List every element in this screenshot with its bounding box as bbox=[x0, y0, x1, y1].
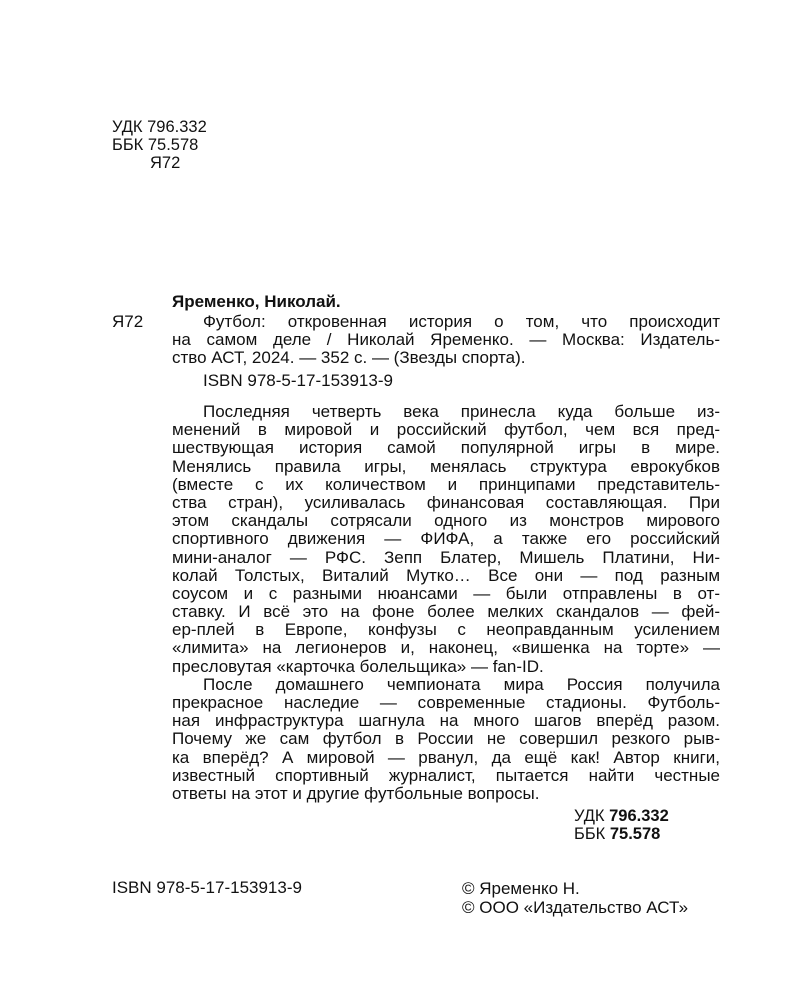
annotation-line: ер-плей в Европе, конфузы с неоправданным усилением bbox=[172, 620, 720, 640]
annotation-line: ответы на этот и другие футбольные вопросы. bbox=[172, 783, 540, 803]
annotation-line: ка вперёд? А мировой — рванул, да ещё как! Автор книги, bbox=[172, 747, 720, 767]
annotation bbox=[172, 403, 720, 803]
annotation-line: известный спортивный журналист, пытается найти честные bbox=[172, 765, 720, 785]
author-mark: Я72 bbox=[150, 154, 181, 172]
udk-code: УДК 796.332 bbox=[112, 118, 207, 136]
annotation-line: (вместе с их количеством и принципами представитель- bbox=[172, 474, 720, 494]
udk-value: 796.332 bbox=[609, 807, 669, 825]
annotation-line: шествующая история самой популярной игры в мире. bbox=[172, 438, 720, 458]
bbk-label: ББК bbox=[574, 825, 606, 843]
biblio-line: Футбол: откровенная история о том, что происходит bbox=[203, 312, 720, 331]
annotation-line: «лимита» на легионеров и, наконец, «вишенка на торте» — bbox=[172, 638, 720, 658]
annotation-line: Почему же сам футбол в России не совершил резкого рыв- bbox=[172, 729, 720, 749]
copyright-author: © Яременко Н. bbox=[462, 879, 580, 898]
footer-isbn: ISBN 978-5-17-153913-9 bbox=[112, 878, 302, 897]
bbk-value: 75.578 bbox=[609, 825, 661, 843]
udk-label: УДК bbox=[574, 807, 605, 825]
annotation-line: колай Толстых, Виталий Мутко… Все они — под разным bbox=[172, 565, 720, 585]
bibliographic-description bbox=[172, 313, 720, 368]
annotation-line: Последняя четверть века принесла куда больше из- bbox=[203, 402, 720, 421]
bbk-code: ББК 75.578 bbox=[112, 136, 199, 154]
record-isbn: ISBN 978-5-17-153913-9 bbox=[203, 371, 393, 390]
biblio-line: на самом деле / Николай Яременко. — Москва: Издатель- bbox=[172, 330, 720, 350]
udk-index bbox=[574, 807, 669, 825]
copyright-block bbox=[462, 879, 688, 917]
annotation-line: Менялись правила игры, менялась структура еврокубков bbox=[172, 456, 720, 476]
annotation-line: После домашнего чемпионата мира Россия получила bbox=[203, 674, 720, 694]
record-author: Яременко, Николай. bbox=[172, 292, 341, 311]
bbk-index bbox=[574, 825, 669, 843]
annotation-line: этом скандалы сотрясали одного из монстров мирового bbox=[172, 511, 720, 531]
index-codes bbox=[574, 807, 669, 843]
copyright-publisher: © ООО «Издательство АСТ» bbox=[462, 898, 689, 917]
record-author-mark: Я72 bbox=[112, 312, 144, 331]
annotation-line: мини-аналог — РФС. Зепп Блатер, Мишель Платини, Ни- bbox=[172, 547, 720, 567]
biblio-line: ство АСТ, 2024. — 352 с. — (Звезды спорта). bbox=[172, 348, 526, 368]
classification-block bbox=[112, 118, 207, 172]
annotation-line: спортивного движения — ФИФА, а также его российский bbox=[172, 529, 720, 549]
annotation-line: ства стран), усиливалась финансовая составляющая. При bbox=[172, 492, 720, 512]
annotation-line: ставку. И всё это на фоне более мелких скандалов — фей- bbox=[172, 602, 720, 622]
annotation-line: пресловутая «карточка болельщика» — fan-ID. bbox=[172, 656, 544, 676]
annotation-line: менений в мировой и российский футбол, чем вся пред- bbox=[172, 420, 720, 440]
annotation-line: прекрасное наследие — современные стадионы. Футболь- bbox=[172, 693, 720, 712]
annotation-line: соусом и с разными нюансами — были отправлены в от- bbox=[172, 583, 720, 603]
annotation-line: ная инфраструктура шагнула на много шагов вперёд разом. bbox=[172, 711, 720, 731]
